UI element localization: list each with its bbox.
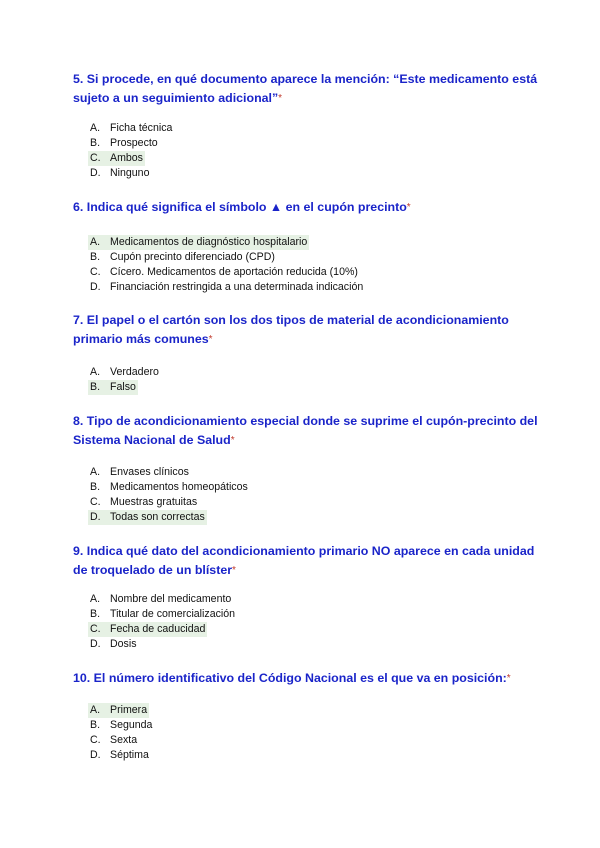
question-7 bbox=[73, 311, 543, 393]
question-10-options bbox=[90, 703, 154, 763]
option-d[interactable]: D. Financiación restringida a una determinada indicación bbox=[90, 281, 364, 293]
question-8-title: 8. Tipo de acondicionamiento especial donde se suprime el cupón-precinto del Sistema Nacional de Salud* bbox=[73, 414, 538, 447]
option-a[interactable]: A. Envases clínicos bbox=[90, 466, 189, 478]
question-6-options bbox=[90, 235, 365, 295]
option-c[interactable]: C. Muestras gratuitas bbox=[90, 496, 198, 508]
option-b[interactable]: B. Segunda bbox=[90, 719, 153, 731]
question-9-options bbox=[90, 592, 237, 652]
question-5 bbox=[73, 70, 543, 179]
required-mark: * bbox=[506, 673, 511, 684]
option-b[interactable]: B. Medicamentos homeopáticos bbox=[90, 481, 248, 493]
option-b[interactable]: B. Prospecto bbox=[90, 137, 158, 149]
question-9-title: 9. Indica qué dato del acondicionamiento primario NO aparece en cada unidad de troquelado de un blíster* bbox=[73, 544, 535, 577]
option-b[interactable]: B. Falso bbox=[90, 381, 136, 393]
option-d[interactable]: D. Dosis bbox=[90, 638, 137, 650]
option-b[interactable]: B. Cupón precinto diferenciado (CPD) bbox=[90, 251, 275, 263]
question-5-title: 5. Si procede, en qué documento aparece la mención: “Este medicamento está sujeto a un seguimiento adicional”* bbox=[73, 72, 538, 105]
option-c[interactable]: C. Ambos bbox=[90, 152, 143, 164]
question-6 bbox=[73, 198, 543, 293]
required-mark: * bbox=[230, 435, 235, 446]
question-5-options bbox=[90, 121, 174, 181]
required-mark: * bbox=[278, 93, 283, 104]
option-a[interactable]: A. Medicamentos de diagnóstico hospitalario bbox=[90, 236, 308, 248]
question-8-options bbox=[90, 465, 250, 525]
option-c[interactable]: C. Sexta bbox=[90, 734, 138, 746]
question-6-title: 6. Indica qué significa el símbolo ▲ en el cupón precinto* bbox=[73, 200, 411, 214]
question-8 bbox=[73, 412, 543, 523]
question-7-options bbox=[90, 365, 161, 395]
question-10-title: 10. El número identificativo del Código Nacional es el que va en posición:* bbox=[73, 671, 511, 685]
required-mark: * bbox=[232, 565, 236, 576]
question-9 bbox=[73, 542, 543, 650]
required-mark: * bbox=[406, 202, 411, 213]
option-a[interactable]: A. Nombre del medicamento bbox=[90, 593, 232, 605]
option-c[interactable]: C. Cícero. Medicamentos de aportación reducida (10%) bbox=[90, 266, 358, 278]
option-a[interactable]: A. Verdadero bbox=[90, 366, 159, 378]
required-mark: * bbox=[208, 334, 213, 345]
option-d[interactable]: D. Ninguno bbox=[90, 167, 150, 179]
option-d[interactable]: D. Séptima bbox=[90, 749, 149, 761]
option-c[interactable]: C. Fecha de caducidad bbox=[90, 623, 206, 635]
option-a[interactable]: A. Ficha técnica bbox=[90, 122, 173, 134]
option-d[interactable]: D. Todas son correctas bbox=[90, 511, 205, 523]
question-7-title: 7. El papel o el cartón son los dos tipos de material de acondicionamiento primario más comunes* bbox=[73, 313, 509, 346]
question-10 bbox=[73, 669, 543, 761]
option-a[interactable]: A. Primera bbox=[90, 704, 148, 716]
option-b[interactable]: B. Titular de comercialización bbox=[90, 608, 236, 620]
